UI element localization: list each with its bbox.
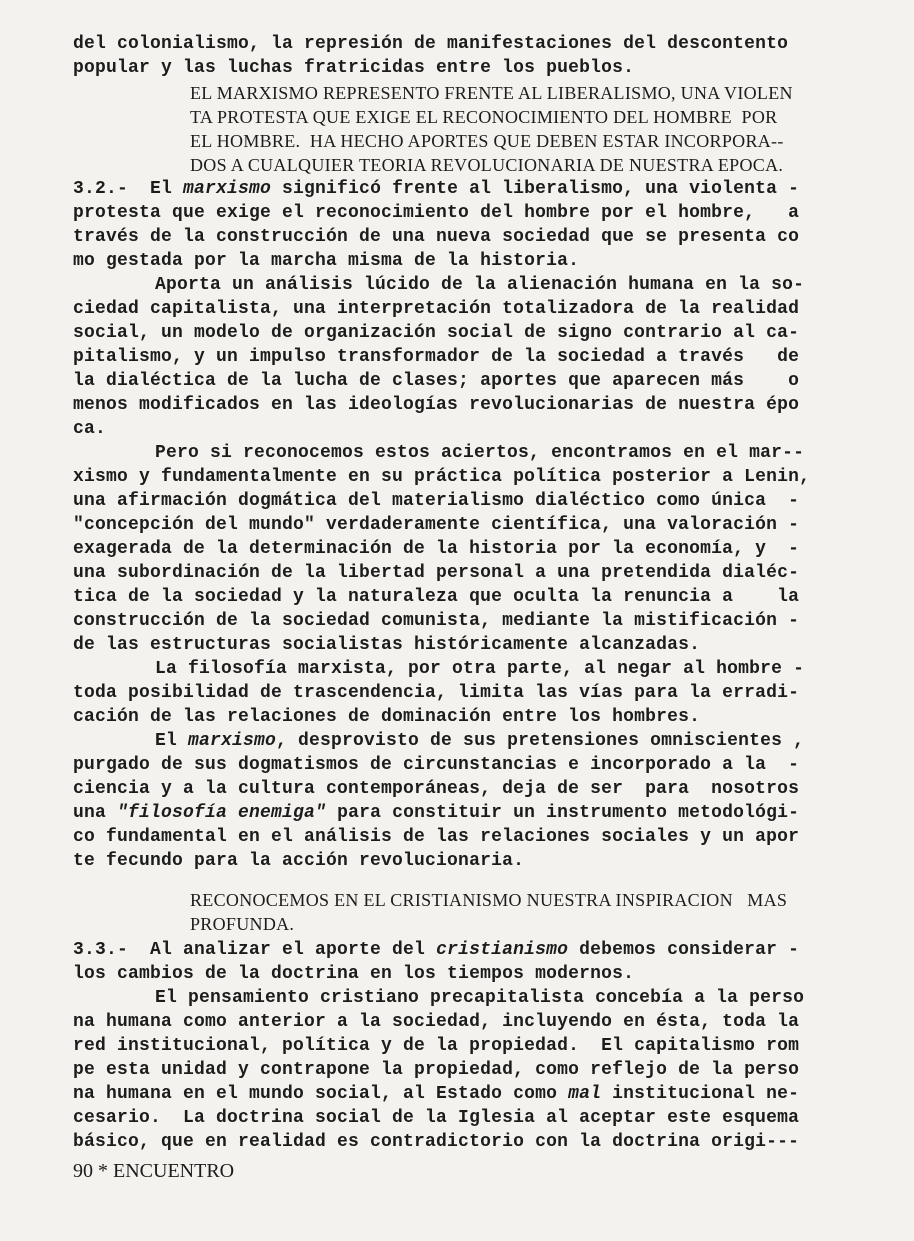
text-line: ca. [73,419,107,439]
text-line: cación de las relaciones de dominación entre los hombres. [73,707,701,727]
text-line [73,177,799,201]
text-span: institucional ne- [601,1084,800,1104]
text-line: protesta que exige el reconocimiento del hombre por el hombre, a [73,203,800,223]
text-line: toda posibilidad de trascendencia, limita las vías para la erradi- [73,683,800,703]
text-line: El pensamiento cristiano precapitalista concebía a la perso [155,988,805,1008]
text-line: construcción de la sociedad comunista, mediante la mistificación - [73,611,800,631]
text-line: red institucional, política y de la propiedad. El capitalismo rom [73,1036,800,1056]
italic-term: marxismo [188,731,277,751]
section-number: 3.3.- Al analizar el aporte del [73,940,437,960]
text-line: exagerada de la determinación de la historia por la economía, y - [73,539,800,559]
text-line: básico, que en realidad es contradictorio con la doctrina origi--- [73,1132,800,1152]
text-line: co fundamental en el análisis de las relaciones sociales y un apor [73,827,800,847]
text-line: cesario. La doctrina social de la Iglesia al aceptar este esquema [73,1108,800,1128]
text-span: una [73,803,118,823]
text-line: de las estructuras socialistas históricamente alcanzadas. [73,635,701,655]
text-line: ciedad capitalista, una interpretación totalizadora de la realidad [73,299,800,319]
text-line: Aporta un análisis lúcido de la alienación humana en la so- [155,275,805,295]
text-span: debemos considerar - [568,940,800,960]
text-line: xismo y fundamentalmente en su práctica política posterior a Lenin, [73,467,811,487]
heading-line: DOS A CUALQUIER TEORIA REVOLUCIONARIA DE NUESTRA EPOCA. [190,155,784,175]
text-line [73,1082,799,1106]
italic-term: "filosofía enemiga" [117,803,327,823]
text-span: El [155,731,189,751]
text-span: na humana en el mundo social, al Estado como [73,1084,569,1104]
text-line: los cambios de la doctrina en los tiempos modernos. [73,964,635,984]
text-line: ciencia y a la cultura contemporáneas, deja de ser para nosotros [73,779,800,799]
text-line: una subordinación de la libertad personal a una pretendida dialéc- [73,563,800,583]
text-line: purgado de sus dogmatismos de circunstancias e incorporado a la - [73,755,800,775]
text-span: significó frente al liberalismo, una violenta - [271,179,800,199]
text-line: te fecundo para la acción revolucionaria. [73,851,525,871]
text-line: Pero si reconocemos estos aciertos, encontramos en el mar-- [155,443,805,463]
italic-term: mal [568,1084,602,1104]
page-footer: 90 * ENCUENTRO [73,1160,235,1182]
heading-line: TA PROTESTA QUE EXIGE EL RECONOCIMIENTO DEL HOMBRE POR [190,107,778,127]
text-line: La filosofía marxista, por otra parte, al negar al hombre - [155,659,805,679]
italic-term: cristianismo [436,940,569,960]
text-span: , desprovisto de sus pretensiones omniscientes , [276,731,805,751]
text-line [155,729,804,753]
text-line [73,938,799,962]
heading-line: EL HOMBRE. HA HECHO APORTES QUE DEBEN ESTAR INCORPORA-- [190,131,784,151]
section-number: 3.2.- El [73,179,184,199]
text-line: "concepción del mundo" verdaderamente científica, una valoración - [73,515,800,535]
text-line: na humana como anterior a la sociedad, incluyendo en ésta, toda la [73,1012,800,1032]
text-span: para constituir un instrumento metodológi- [326,803,800,823]
heading-line: RECONOCEMOS EN EL CRISTIANISMO NUESTRA INSPIRACION MAS [190,890,788,910]
text-line: mo gestada por la marcha misma de la historia. [73,251,580,271]
text-line: pitalismo, y un impulso transformador de la sociedad a través de [73,347,800,367]
heading-line: PROFUNDA. [190,914,295,934]
text-line: tica de la sociedad y la naturaleza que oculta la renuncia a la [73,587,800,607]
text-line: la dialéctica de la lucha de clases; aportes que aparecen más o [73,371,800,391]
text-line: pe esta unidad y contrapone la propiedad, como reflejo de la perso [73,1060,800,1080]
text-line: menos modificados en las ideologías revolucionarias de nuestra épo [73,395,800,415]
text-line: través de la construcción de una nueva sociedad que se presenta co [73,227,800,247]
italic-term: marxismo [183,179,272,199]
text-line [73,801,799,825]
text-line: una afirmación dogmática del materialismo dialéctico como única - [73,491,800,511]
text-line: social, un modelo de organización social de signo contrario al ca- [73,323,800,343]
text-line: del colonialismo, la represión de manifestaciones del descontento [73,34,789,54]
text-line: popular y las luchas fratricidas entre los pueblos. [73,58,635,78]
heading-line: EL MARXISMO REPRESENTO FRENTE AL LIBERALISMO, UNA VIOLEN [190,83,793,103]
